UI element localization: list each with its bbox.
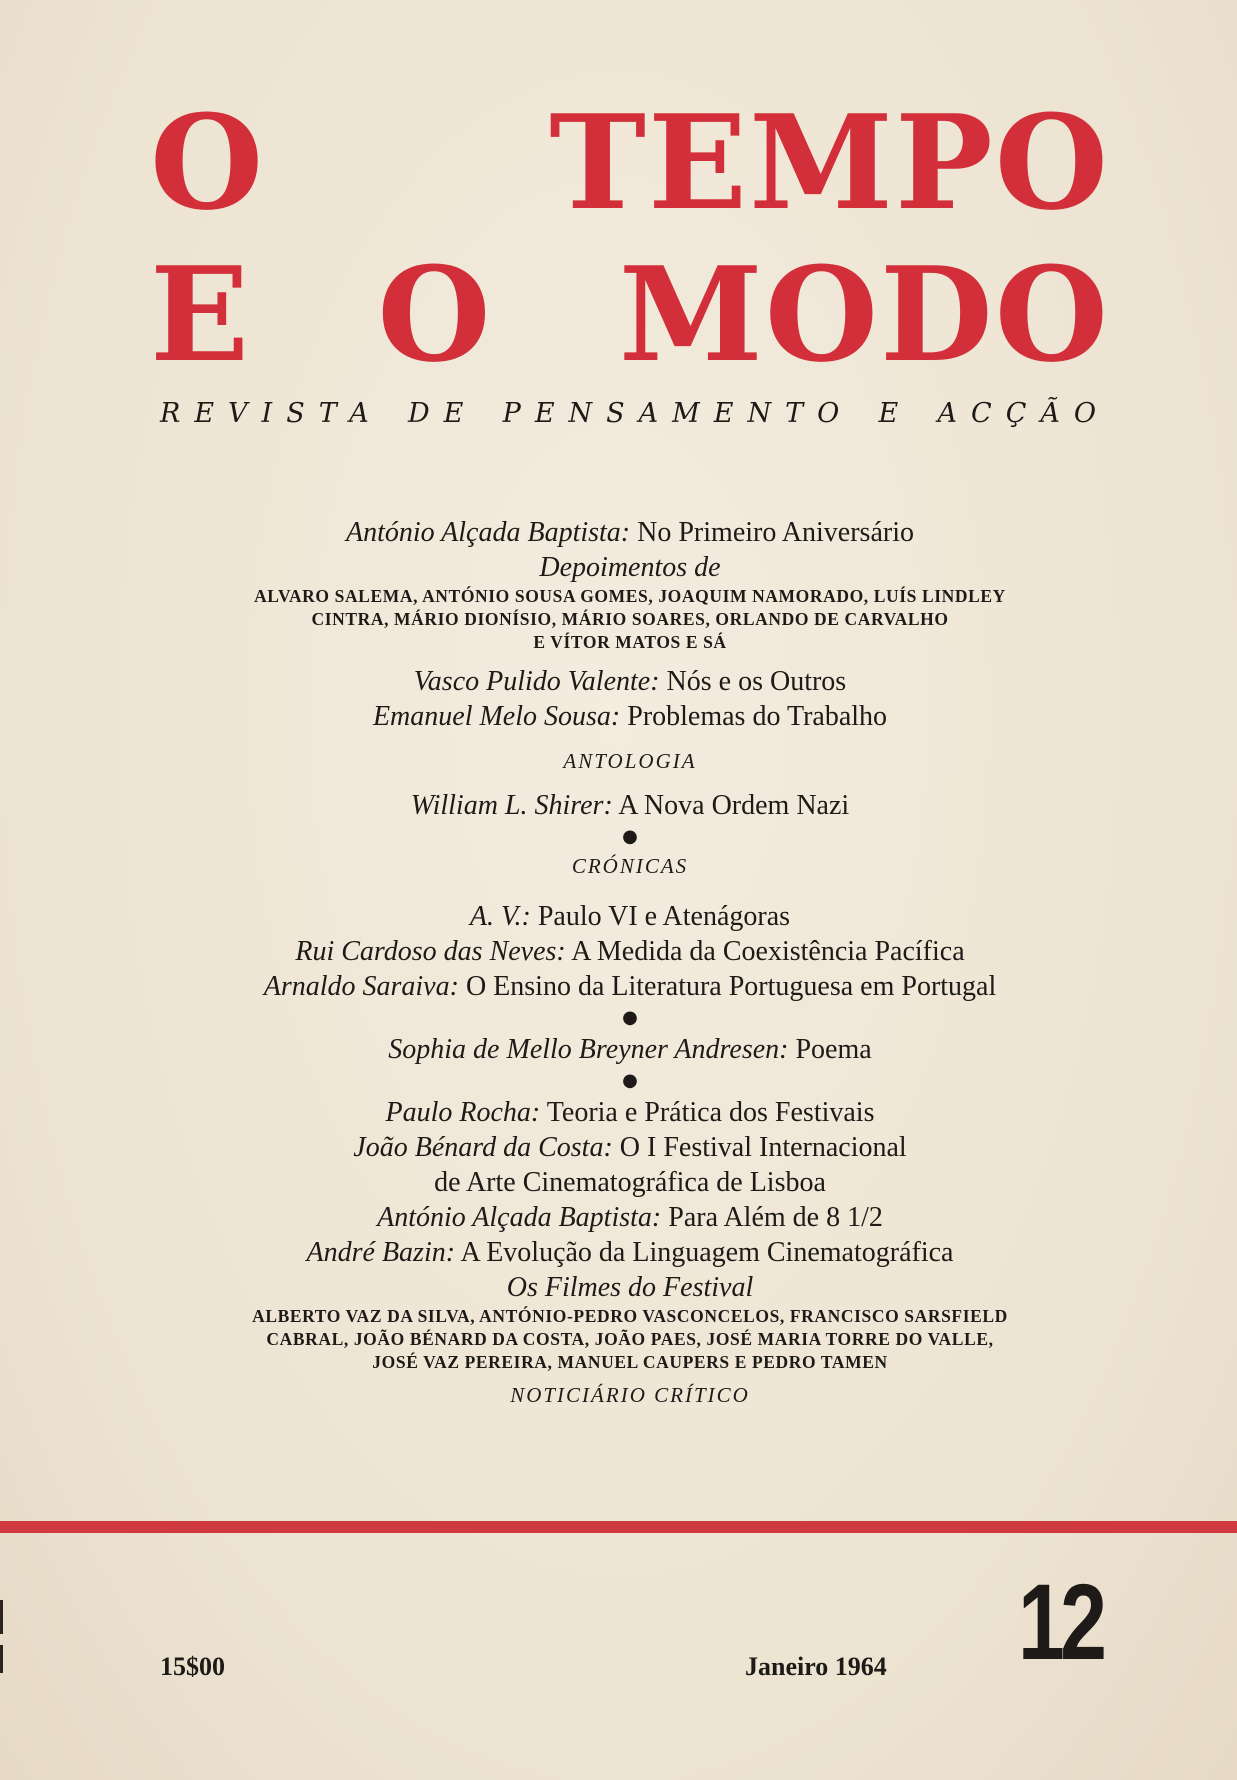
toc-title: Teoria e Prática dos Festivais — [546, 1097, 875, 1128]
toc-entry — [140, 969, 1120, 1004]
toc-author: Emanuel Melo Sousa: — [372, 701, 621, 732]
cover-price: 15$00 — [160, 1652, 225, 1681]
table-of-contents — [140, 515, 1120, 1410]
toc-author: André Bazin: — [306, 1237, 456, 1268]
toc-title: Nós e os Outros — [666, 666, 847, 697]
toc-title: Problemas do Trabalho — [627, 701, 888, 732]
toc-author: Sophia de Mello Breyner Andresen: — [388, 1034, 789, 1065]
binding-edge-mark — [0, 1645, 3, 1673]
toc-entry — [140, 899, 1120, 934]
filmes-names: JOSÉ VAZ PEREIRA, MANUEL CAUPERS E PEDRO TAMEN — [372, 1352, 888, 1372]
toc-author: António Alçada Baptista: — [377, 1202, 662, 1233]
bullet-separator: ● — [622, 826, 638, 847]
depoimentos-names: ALVARO SALEMA, ANTÓNIO SOUSA GOMES, JOAQUIM NAMORADO, LUÍS LINDLEY — [254, 586, 1006, 606]
masthead-line-2: E O MODO — [150, 238, 1110, 391]
toc-author: A. V.: — [469, 901, 531, 932]
toc-author: Rui Cardoso das Neves: — [295, 936, 566, 967]
toc-entry — [140, 1095, 1120, 1130]
toc-entry — [140, 934, 1120, 969]
toc-title: A Nova Ordem Nazi — [618, 790, 850, 821]
toc-title: Para Além de 8 1/2 — [668, 1202, 883, 1233]
filmes-names: ALBERTO VAZ DA SILVA, ANTÓNIO-PEDRO VASCONCELOS, FRANCISCO SARSFIELD — [252, 1306, 1008, 1326]
depoimentos-heading: Depoimentos de — [539, 552, 721, 583]
toc-entry — [140, 515, 1120, 550]
toc-title: Paulo VI e Atenágoras — [537, 901, 791, 932]
subtitle: REVISTA DE PENSAMENTO E ACÇÃO — [160, 398, 1110, 429]
toc-entry — [140, 1130, 1120, 1165]
toc-title: No Primeiro Aniversário — [637, 517, 914, 548]
section-heading-cronicas: CRÓNICAS — [571, 854, 689, 878]
red-divider-rule — [0, 1521, 1237, 1533]
section-heading-noticiario: NOTICIÁRIO CRÍTICO — [510, 1383, 750, 1407]
toc-entry — [140, 1200, 1120, 1235]
issue-date: Janeiro 1964 — [745, 1652, 887, 1681]
depoimentos-names: CINTRA, MÁRIO DIONÍSIO, MÁRIO SOARES, ORLANDO DE CARVALHO — [311, 609, 949, 629]
toc-entry — [140, 788, 1120, 823]
toc-title-continued: de Arte Cinematográfica de Lisboa — [434, 1167, 826, 1198]
masthead-line-1: O TEMPO — [150, 86, 1110, 239]
bullet-separator: ● — [622, 1007, 638, 1028]
depoimentos-names: E VÍTOR MATOS E SÁ — [533, 632, 727, 652]
section-heading-antologia: ANTOLOGIA — [563, 749, 697, 773]
toc-entry — [140, 1235, 1120, 1270]
toc-title: O I Festival Internacional — [619, 1132, 907, 1163]
bullet-separator: ● — [622, 1070, 638, 1091]
toc-author: Arnaldo Saraiva: — [263, 971, 459, 1002]
toc-author: Paulo Rocha: — [385, 1097, 541, 1128]
filmes-names: CABRAL, JOÃO BÉNARD DA COSTA, JOÃO PAES, JOSÉ MARIA TORRE DO VALLE, — [266, 1329, 994, 1349]
issue-number: 12 — [1018, 1561, 1103, 1682]
toc-title: Poema — [795, 1034, 872, 1065]
toc-title: A Evolução da Linguagem Cinematográfica — [460, 1237, 954, 1268]
toc-title: A Medida da Coexistência Pacífica — [571, 936, 965, 967]
toc-entry — [140, 699, 1120, 734]
toc-author: William L. Shirer: — [410, 790, 613, 821]
toc-author: João Bénard da Costa: — [353, 1132, 613, 1163]
filmes-heading: Os Filmes do Festival — [506, 1272, 754, 1303]
binding-edge-mark — [0, 1600, 3, 1634]
toc-title: O Ensino da Literatura Portuguesa em Portugal — [465, 971, 997, 1002]
toc-author: Vasco Pulido Valente: — [413, 666, 660, 697]
toc-entry — [140, 664, 1120, 699]
toc-entry — [140, 1032, 1120, 1067]
toc-author: António Alçada Baptista: — [346, 517, 631, 548]
